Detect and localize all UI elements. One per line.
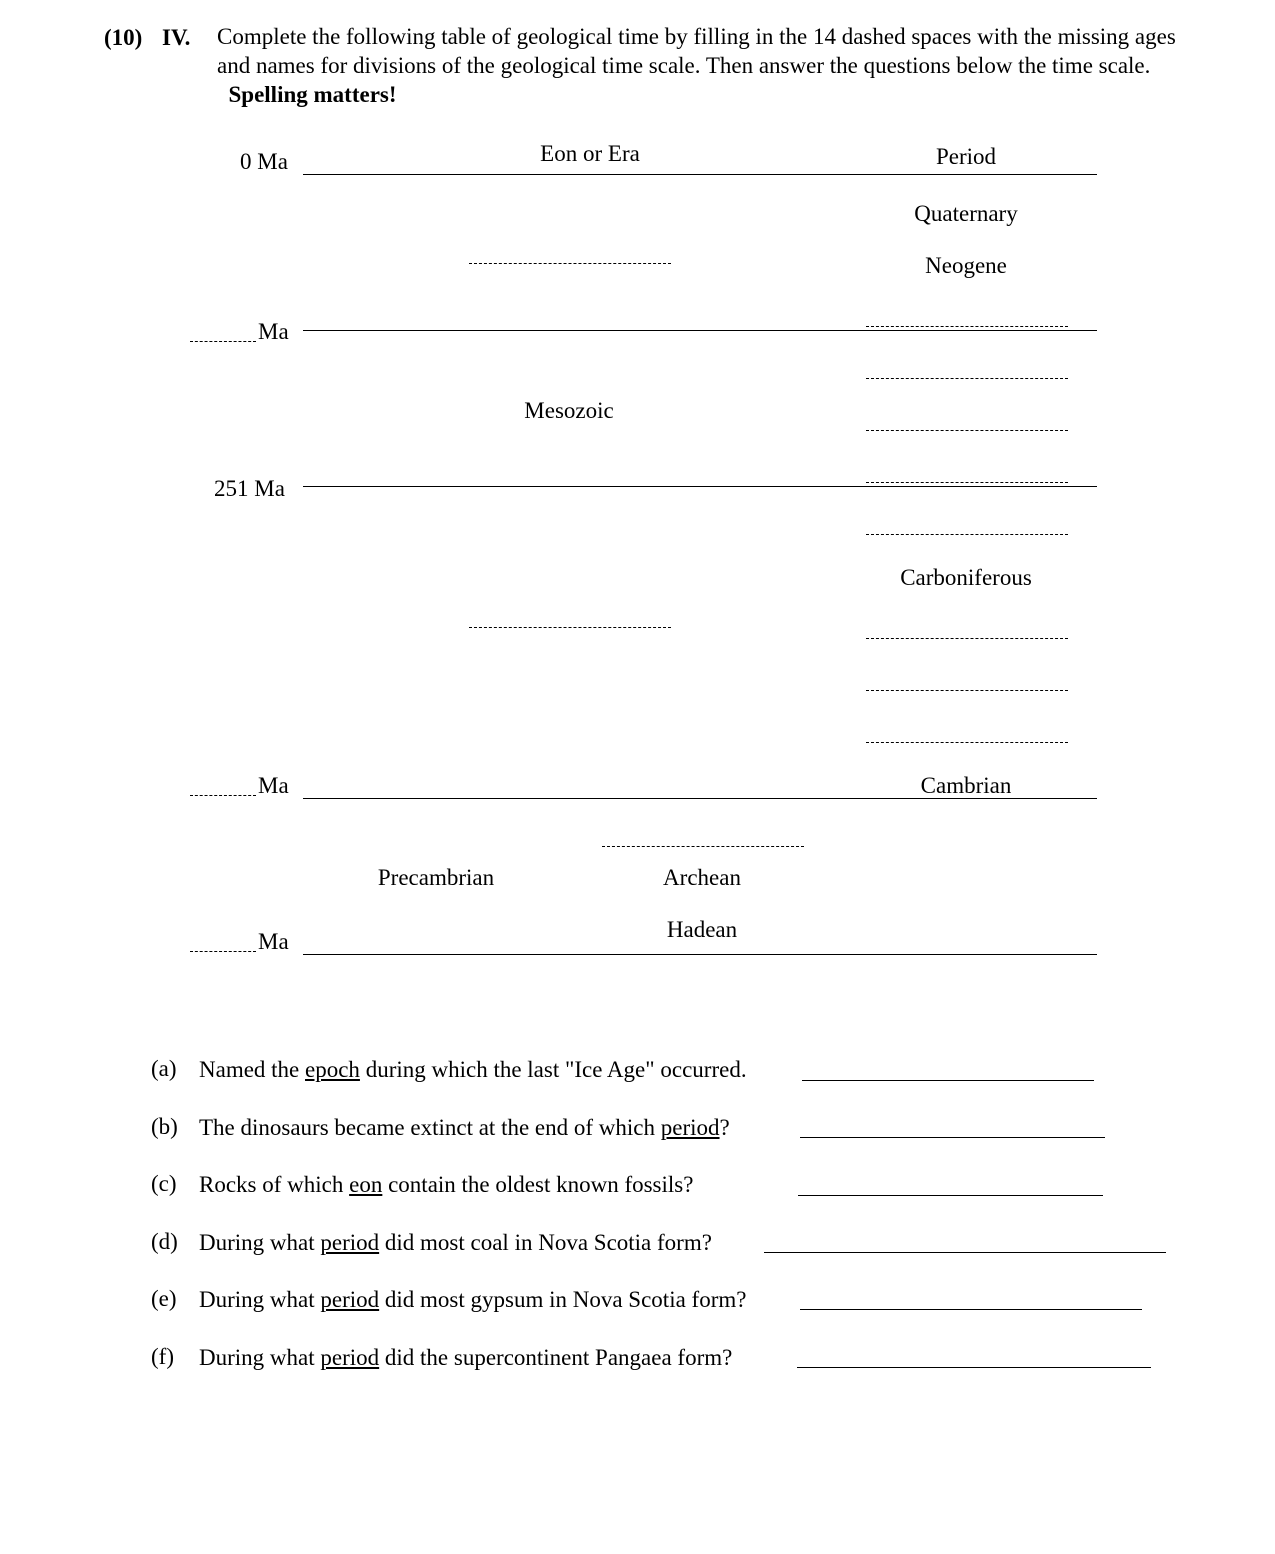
question-label: (a) — [151, 1056, 177, 1081]
answer-line-b[interactable] — [800, 1137, 1105, 1138]
eon-precambrian: Precambrian — [377, 865, 495, 890]
period-neogene: Neogene — [925, 253, 1007, 278]
question-text: During what period did the supercontinent Pangaea form? — [199, 1345, 733, 1370]
period-blank-silurian[interactable] — [866, 690, 1068, 691]
question-text: During what period did most gypsum in Nova Scotia form? — [199, 1287, 747, 1312]
period-blank-ordovician[interactable] — [866, 742, 1068, 743]
question-label: (f) — [151, 1344, 174, 1369]
spelling-note: Spelling matters! — [228, 82, 397, 107]
section-number: IV. — [162, 25, 191, 50]
period-quaternary: Quaternary — [914, 201, 1018, 226]
instructions-text: Complete the following table of geological time by filling in the 14 dashed spaces with the missing ages and names for divisions of the geological time scale. Then answer the questions below the time scale. — [217, 24, 1176, 78]
age-unit-1: Ma — [258, 319, 289, 344]
era-mesozoic: Mesozoic — [524, 398, 614, 423]
era-blank-cenozoic[interactable] — [469, 263, 671, 264]
question-points: (10) — [104, 25, 143, 50]
answer-line-e[interactable] — [800, 1309, 1142, 1310]
keyword: period — [320, 1230, 380, 1255]
question-text: The dinosaurs became extinct at the end of which period? — [199, 1115, 730, 1140]
answer-line-f[interactable] — [797, 1367, 1151, 1368]
question-label: (e) — [151, 1286, 177, 1311]
period-blank-permian[interactable] — [866, 534, 1068, 535]
boundary-line-251ma — [303, 486, 1097, 487]
eon-archean: Archean — [663, 865, 741, 890]
question-text: Named the epoch during which the last "Ice Age" occurred. — [199, 1057, 747, 1082]
period-header: Period — [935, 144, 997, 169]
question-label: (b) — [151, 1114, 178, 1139]
age-unit-2: Ma — [258, 773, 289, 798]
era-blank-paleozoic[interactable] — [469, 627, 671, 628]
boundary-line-paleozoic-precambrian — [303, 798, 1097, 799]
age-label-251: 251 Ma — [214, 476, 285, 501]
boundary-line-cenozoic-mesozoic — [303, 330, 1097, 331]
answer-line-a[interactable] — [802, 1080, 1094, 1081]
period-blank-devonian[interactable] — [866, 638, 1068, 639]
question-label: (c) — [151, 1171, 177, 1196]
age-label-0: 0 Ma — [240, 149, 288, 174]
eon-hadean: Hadean — [666, 917, 738, 942]
period-carboniferous: Carboniferous — [900, 565, 1032, 590]
keyword: period — [660, 1115, 720, 1140]
keyword: epoch — [305, 1057, 360, 1082]
question-label: (d) — [151, 1229, 178, 1254]
answer-line-c[interactable] — [798, 1195, 1103, 1196]
question-text: During what period did most coal in Nova Scotia form? — [199, 1230, 712, 1255]
keyword: period — [320, 1345, 380, 1370]
period-blank-cretaceous[interactable] — [866, 378, 1068, 379]
age-blank-1[interactable] — [190, 341, 256, 342]
keyword: period — [320, 1287, 380, 1312]
age-blank-2[interactable] — [190, 795, 256, 796]
boundary-line-0ma — [303, 174, 1097, 175]
age-blank-3[interactable] — [190, 951, 256, 952]
period-cambrian: Cambrian — [920, 773, 1012, 798]
eon-blank-proterozoic[interactable] — [602, 846, 804, 847]
period-blank-jurassic[interactable] — [866, 430, 1068, 431]
boundary-line-earth-origin — [303, 954, 1097, 955]
period-blank-paleogene[interactable] — [866, 326, 1068, 327]
instructions — [217, 22, 1177, 109]
question-text: Rocks of which eon contain the oldest known fossils? — [199, 1172, 694, 1197]
keyword: eon — [349, 1172, 383, 1197]
age-unit-3: Ma — [258, 929, 289, 954]
eon-era-header: Eon or Era — [540, 141, 640, 166]
answer-line-d[interactable] — [764, 1252, 1166, 1253]
period-blank-triassic[interactable] — [866, 482, 1068, 483]
